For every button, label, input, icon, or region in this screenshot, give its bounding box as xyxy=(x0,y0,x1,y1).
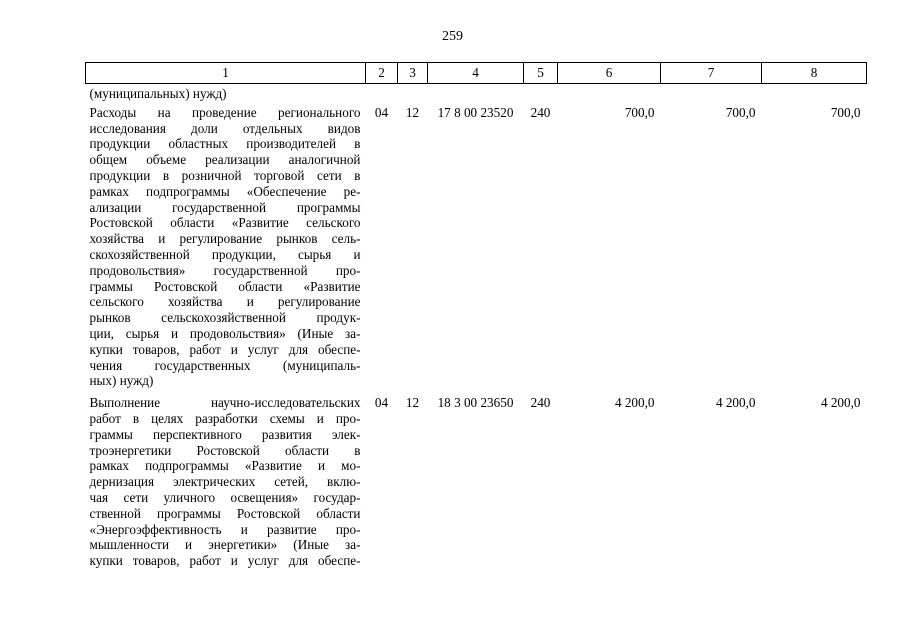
description-line: купки товаров, работ и услуг для обеспе- xyxy=(89,553,361,569)
description-line: ных) нужд) xyxy=(89,373,154,389)
page-number: 259 xyxy=(442,29,463,44)
header-col-6: 6 xyxy=(558,63,661,84)
description-line: рамках подпрограммы «Обеспечение ре- xyxy=(89,183,361,199)
target-article-code: 18 3 00 23650 xyxy=(437,395,514,411)
row-description xyxy=(86,389,366,569)
description-line: продукции областных производителей в xyxy=(89,136,361,152)
amount-col-7: 700,0 xyxy=(725,104,756,120)
section-code: 04 xyxy=(374,104,389,120)
table-row xyxy=(86,389,867,569)
header-col-1: 1 xyxy=(86,63,366,84)
description-line: общем объеме реализации аналогичной xyxy=(89,152,361,168)
description-line: сельского хозяйства и регулирование xyxy=(89,294,361,310)
description-line: продовольствия» государственной про- xyxy=(89,262,361,278)
description-line: хозяйства и регулирование рынков сель- xyxy=(89,231,361,247)
description-line: продукции в розничной торговой сети в xyxy=(89,167,361,183)
description-line: Ростовской области «Развитие сельского xyxy=(89,215,361,231)
description-line: работ в целях разработки схемы и про- xyxy=(89,410,361,426)
row-description xyxy=(86,102,366,389)
table-header-row xyxy=(86,63,867,84)
subsection-code: 12 xyxy=(405,395,420,411)
row-description xyxy=(86,84,366,102)
description-line: мышленности и энергетики» (Иные за- xyxy=(89,537,361,553)
header-col-7: 7 xyxy=(661,63,762,84)
section-code: 04 xyxy=(374,395,389,411)
description-line: (муниципальных) нужд) xyxy=(89,86,227,101)
header-col-3: 3 xyxy=(398,63,428,84)
header-col-4: 4 xyxy=(428,63,524,84)
description-line: купки товаров, работ и услуг для обеспе- xyxy=(89,341,361,357)
description-line: чения государственных (муниципаль- xyxy=(89,357,361,373)
description-line: граммы перспективного развития элек- xyxy=(89,426,361,442)
table-row-continuation xyxy=(86,84,867,102)
amount-col-8: 4 200,0 xyxy=(820,395,861,411)
description-line: ции, сырья и продовольствия» (Иные за- xyxy=(89,325,361,341)
description-line: троэнергетики Ростовской области в xyxy=(89,442,361,458)
amount-col-7: 4 200,0 xyxy=(715,395,756,411)
description-line: рынков сельскохозяйственной продук- xyxy=(89,310,361,326)
expense-type-code: 240 xyxy=(530,104,551,120)
description-line: ализации государственной программы xyxy=(89,199,361,215)
target-article-code: 17 8 00 23520 xyxy=(437,104,514,120)
description-line: Выполнение научно-исследовательских xyxy=(89,395,361,411)
description-line: граммы Ростовской области «Развитие xyxy=(89,278,361,294)
amount-col-8: 700,0 xyxy=(830,104,861,120)
budget-table xyxy=(85,62,867,569)
amount-col-6: 700,0 xyxy=(624,104,655,120)
header-col-8: 8 xyxy=(762,63,867,84)
expense-type-code: 240 xyxy=(530,395,551,411)
description-line: скохозяйственной продукции, сырья и xyxy=(89,246,361,262)
header-col-2: 2 xyxy=(366,63,398,84)
description-line: рамках подпрограммы «Развитие и мо- xyxy=(89,458,361,474)
description-line: исследования доли отдельных видов xyxy=(89,120,361,136)
header-col-5: 5 xyxy=(524,63,558,84)
description-line: чая сети уличного освещения» государ- xyxy=(89,489,361,505)
subsection-code: 12 xyxy=(405,104,420,120)
description-line: ственной программы Ростовской области xyxy=(89,505,361,521)
description-line: дернизация электрических сетей, вклю- xyxy=(89,474,361,490)
amount-col-6: 4 200,0 xyxy=(614,395,655,411)
description-line: «Энергоэффективность и развитие про- xyxy=(89,521,361,537)
description-line: Расходы на проведение регионального xyxy=(89,104,361,120)
table-row xyxy=(86,102,867,389)
